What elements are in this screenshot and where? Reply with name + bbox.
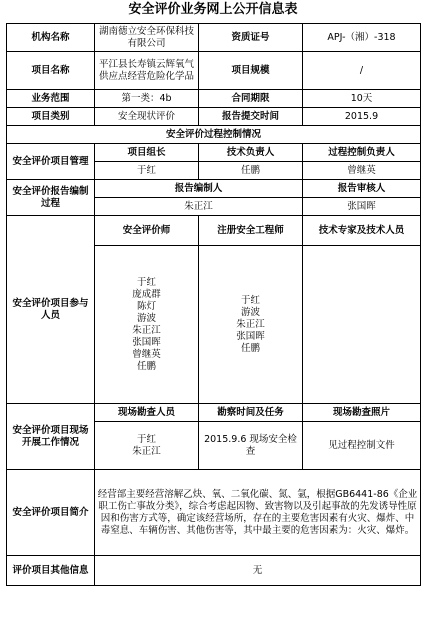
evaluator-name: 游波 [136, 312, 156, 324]
row-project [7, 52, 421, 90]
leader-name: 于红 [95, 162, 199, 180]
engineer-name: 于红 [240, 294, 260, 306]
experts-header: 技术专家及技术人员 [303, 216, 421, 246]
project-scale-label: 项目规模 [199, 52, 303, 90]
project-type-label: 项目类别 [7, 108, 95, 126]
other-info-value: 无 [95, 556, 421, 586]
row-type [7, 108, 421, 126]
row-site-header [7, 404, 421, 422]
row-org [7, 24, 421, 52]
site-staff-header: 现场勘查人员 [95, 404, 199, 422]
project-name-label: 项目名称 [7, 52, 95, 90]
evaluators-list [95, 246, 199, 404]
evaluator-name: 朱正江 [132, 324, 161, 336]
summary-label: 安全评价项目简介 [7, 470, 95, 556]
evaluators-header: 安全评价师 [95, 216, 199, 246]
site-staff-name: 朱正江 [132, 445, 161, 457]
contract-period-label: 合同期限 [199, 90, 303, 108]
other-info-label: 评价项目其他信息 [7, 556, 95, 586]
site-work-label: 安全评价项目现场开展工作情况 [7, 404, 95, 470]
row-participants-header [7, 216, 421, 246]
tech-name: 任鹏 [199, 162, 303, 180]
info-table [6, 23, 421, 586]
leader-header: 项目组长 [95, 144, 199, 162]
engineer-name: 朱正江 [236, 318, 265, 330]
engineer-name: 游波 [240, 306, 260, 318]
business-scope-label: 业务范围 [7, 90, 95, 108]
author-name: 朱正江 [95, 198, 303, 216]
org-name: 湖南德立安全环保科技有限公司 [95, 24, 199, 52]
row-report-header [7, 180, 421, 198]
evaluator-name: 曾继英 [132, 348, 161, 360]
site-photos: 见过程控制文件 [303, 422, 421, 470]
tech-header: 技术负责人 [199, 144, 303, 162]
business-scope: 第一类：4b [95, 90, 199, 108]
row-process-section [7, 126, 421, 144]
site-time-header: 勘察时间及任务 [199, 404, 303, 422]
report-date: 2015.9 [303, 108, 421, 126]
evaluator-name: 庞成群 [132, 288, 161, 300]
project-name: 平江县长寿镇云辉氧气供应点经营危险化学品 [95, 52, 199, 90]
evaluator-name: 张国晖 [132, 336, 161, 348]
management-label: 安全评价项目管理 [7, 144, 95, 180]
report-prep-label: 安全评价报告编制过程 [7, 180, 95, 216]
site-photo-header: 现场勘查照片 [303, 404, 421, 422]
summary-text: 经营部主要经营溶解乙炔、氧、二氧化碳、氮、氩，根据GB6441-86《企业职工伤亡事故分类》，综合考虑起因物、致害物以及引起事故的先发诱导性原因和伤害方式等，确定该经营场所，存在的主要危害因素有火灾、爆炸、中毒窒息、车辆伤害、其他伤害等，其中最主要的危害因素为：火灾、爆炸。 [95, 470, 421, 556]
process-section-title: 安全评价过程控制情况 [7, 126, 421, 144]
evaluator-name: 陈灯 [136, 300, 156, 312]
org-name-label: 机构名称 [7, 24, 95, 52]
cert-no: APJ-（湘）-318 [303, 24, 421, 52]
row-other [7, 556, 421, 586]
evaluator-name: 于红 [136, 276, 156, 288]
row-scope [7, 90, 421, 108]
engineers-list [199, 246, 303, 404]
document-title: 安全评价业务网上公开信息表 [128, 2, 298, 17]
participants-label: 安全评价项目参与人员 [7, 216, 95, 404]
evaluator-name: 任鹏 [136, 360, 156, 372]
process-header: 过程控制负责人 [303, 144, 421, 162]
site-staff-list [95, 422, 199, 470]
contract-period: 10天 [303, 90, 421, 108]
reviewer-name: 张国晖 [303, 198, 421, 216]
site-time-task: 2015.9.6 现场安全检查 [199, 422, 303, 470]
author-header: 报告编制人 [95, 180, 303, 198]
process-name: 曾继英 [303, 162, 421, 180]
engineer-name: 任鹏 [240, 342, 260, 354]
cert-label: 资质证号 [199, 24, 303, 52]
project-type: 安全现状评价 [95, 108, 199, 126]
reviewer-header: 报告审核人 [303, 180, 421, 198]
row-management-header [7, 144, 421, 162]
report-date-label: 报告提交时间 [199, 108, 303, 126]
project-scale: / [303, 52, 421, 90]
row-summary [7, 470, 421, 556]
engineer-name: 张国晖 [236, 330, 265, 342]
site-staff-name: 于红 [136, 433, 156, 445]
engineers-header: 注册安全工程师 [199, 216, 303, 246]
experts-list [303, 246, 421, 404]
